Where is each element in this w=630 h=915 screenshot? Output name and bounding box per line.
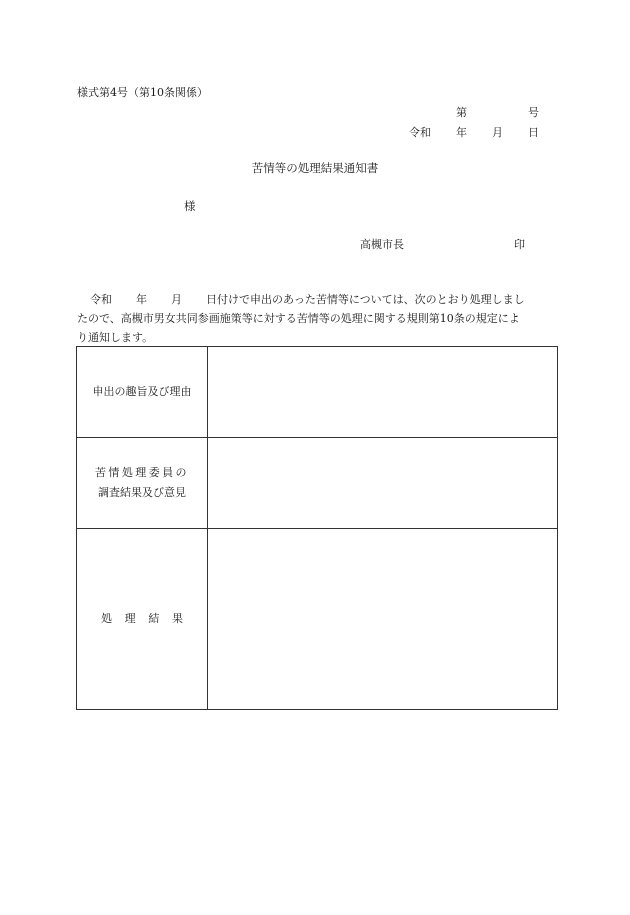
- label-committee-line-2: 調査結果及び意見: [98, 486, 186, 499]
- label-cell-committee: [77, 438, 208, 529]
- document-title: 苦情等の処理結果通知書: [251, 161, 379, 175]
- table-row: [77, 347, 558, 438]
- body-line-1-text: 日付けで申出のあった苦情等については、次のとおり処理しまし: [206, 293, 525, 306]
- form-number-label: 様式第4号（第10条関係）: [77, 86, 208, 99]
- label-result: 処理結果: [101, 612, 196, 625]
- date-era: 令和: [409, 126, 431, 139]
- value-cell-result: [208, 529, 558, 710]
- date-day-label: 日: [528, 126, 539, 139]
- issue-number-prefix: 第: [456, 106, 467, 119]
- label-reason: 申出の趣旨及び理由: [92, 385, 192, 398]
- label-cell-result: [77, 529, 208, 710]
- body-line-1: [77, 290, 557, 309]
- body-month-label: 月: [171, 293, 182, 306]
- table-row: [77, 438, 558, 529]
- label-cell-reason: [77, 347, 208, 438]
- value-cell-committee: [208, 438, 558, 529]
- body-line-2: たので、高槻市男女共同参画施策等に対する苦情等の処理に関する規則第10条の規定によ: [77, 312, 520, 325]
- date-month-label: 月: [492, 126, 503, 139]
- value-cell-reason: [208, 347, 558, 438]
- sender-name: 高槻市長: [360, 238, 404, 251]
- seal-mark: 印: [514, 238, 525, 251]
- body-era: 令和: [90, 293, 112, 306]
- result-table: [76, 346, 558, 710]
- issue-number-suffix: 号: [528, 106, 539, 119]
- table-row: [77, 529, 558, 710]
- body-year-label: 年: [136, 293, 147, 306]
- date-year-label: 年: [456, 126, 467, 139]
- label-committee-line-1: 苦情処理委員の: [95, 466, 189, 479]
- addressee-honorific: 様: [184, 199, 196, 213]
- notice-body: [77, 290, 557, 347]
- body-line-3: り通知します。: [77, 331, 154, 344]
